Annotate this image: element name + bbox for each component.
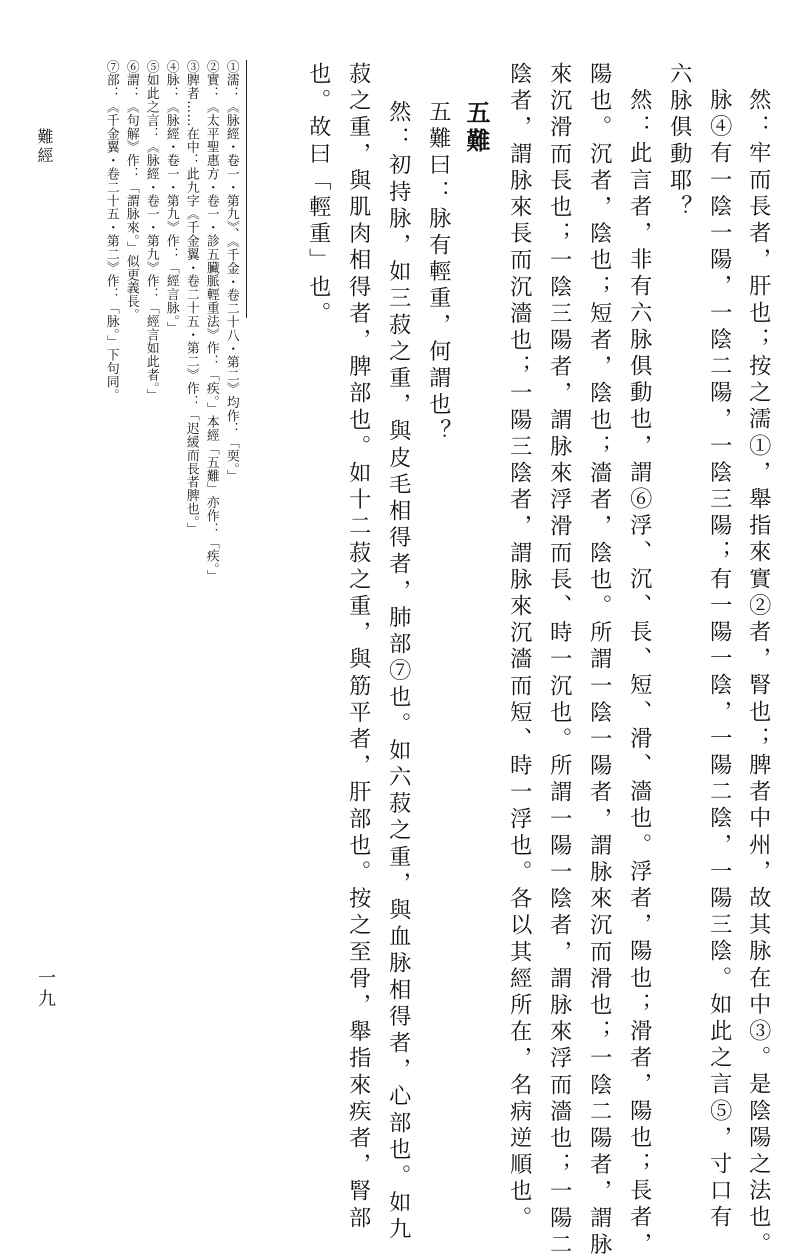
main-text-line-7: 陰者，謂脉來長而沉濇也；一陽三陰者，謂脉來沉濇而短、時一浮也。各以其經所在，名病逆順也。 bbox=[506, 62, 533, 1233]
footnote-divider bbox=[246, 60, 247, 318]
footnote-3: ③脾者……在中：此九字《千金翼・卷二十五・第二》作：「迟緩而長者脾也。」 bbox=[183, 60, 199, 536]
main-text-line-1: 然：牢而長者，肝也；按之濡①，舉指來實②者，腎也；脾者中州，故其脉在中③。是陰陽之法也。 bbox=[745, 88, 772, 1259]
footnote-5: ⑤如此之言：《脉經・卷一・第九》作：「經言如此者。」 bbox=[143, 60, 159, 402]
section-text-line-1: 五難曰：脉有輕重，何謂也？ bbox=[425, 100, 452, 446]
main-text-line-6: 來沉滑而長也；一陰三陽者，謂脉來浮滑而長、時一沉也。所謂一陽一陰者，謂脉來浮而濇也；一陽二 bbox=[546, 62, 573, 1259]
footnote-6: ⑥謂：《句解》作：「謂脉來。」似更義長。 bbox=[123, 60, 139, 322]
footnote-2: ②實：《太平聖惠方・卷一・診五臟脈輕重法》作：「疾。」本經「五難」亦作：「疾。」 bbox=[203, 60, 219, 584]
main-text-line-3: 六脉俱動耶？ bbox=[666, 62, 693, 222]
section-text-line-4: 也。故曰「輕重」也。 bbox=[305, 62, 332, 328]
footnote-4: ④脉：《脉經・卷一・第九》作：「經言脉。」 bbox=[163, 60, 179, 335]
running-title: 難經 bbox=[35, 128, 54, 166]
main-text-line-2: 脉④有一陰一陽，一陰二陽，一陰三陽；有一陽一陰，一陽二陰，一陽三陰。如此之言⑤，寸口有 bbox=[706, 88, 733, 1232]
section-text-line-3: 菽之重，與肌肉相得者，脾部也。如十二菽之重，與筋平者，肝部也。按之至骨，舉指來疾者，腎部 bbox=[345, 62, 372, 1233]
footnote-7: ⑦部：《千金翼・卷二十五・第二》作：「脉。」下句同。 bbox=[103, 60, 119, 402]
page-number: 一九 bbox=[35, 968, 56, 1010]
section-text-line-2: 然：初持脉，如三菽之重，與皮毛相得者，肺部⑦也。如六菽之重，與血脉相得者，心部也。如九 bbox=[385, 100, 412, 1244]
footnote-1: ①濡：《脉經・卷一・第九》、《千金・卷二十八・第二》均作：「耎。」 bbox=[223, 60, 239, 483]
main-text-line-5: 陽也。沉者，陰也；短者，陰也；濇者，陰也。所謂一陰一陽者，謂脉來沉而滑也；一陰二陽者，謂脉 bbox=[586, 62, 613, 1259]
main-text-line-4: 然：此言者，非有六脉俱動也，謂⑥浮、沉、長、短、滑、濇也。浮者，陽也；滑者，陽也；長者， bbox=[626, 88, 653, 1259]
section-heading: 五難 bbox=[462, 100, 491, 156]
